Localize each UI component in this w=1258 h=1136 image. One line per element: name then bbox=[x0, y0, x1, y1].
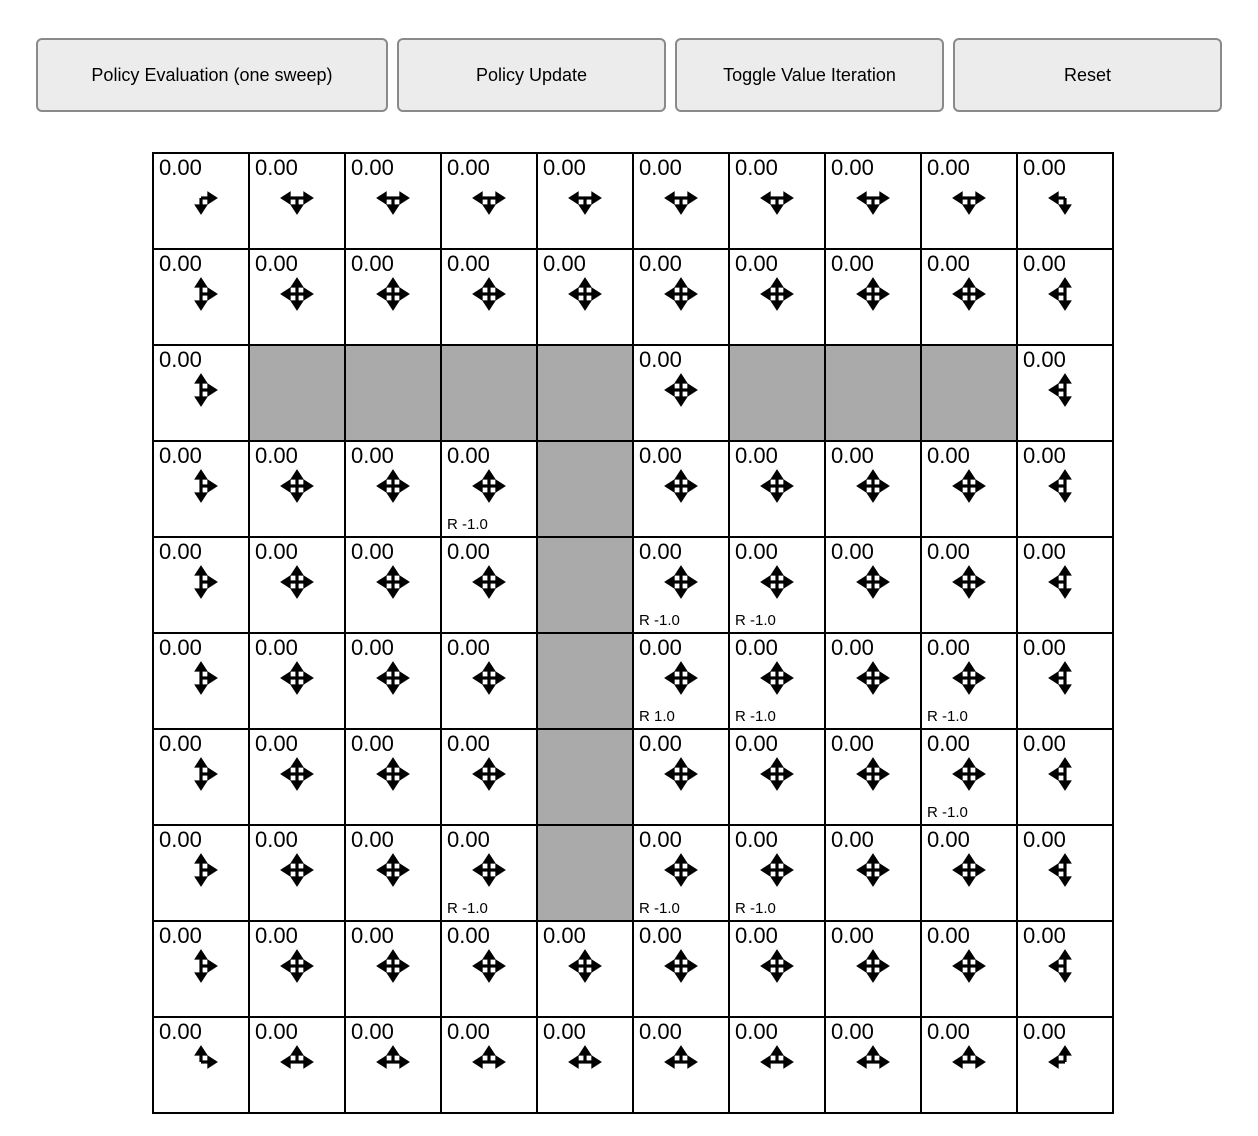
grid-cell bbox=[921, 249, 1017, 345]
state-value: 0.00 bbox=[543, 923, 586, 948]
grid-cell bbox=[441, 633, 537, 729]
grid-cell bbox=[633, 921, 729, 1017]
policy-arrows-icon bbox=[470, 1043, 508, 1081]
grid-cell bbox=[153, 153, 249, 249]
grid-cell bbox=[249, 537, 345, 633]
policy-arrows-icon bbox=[374, 275, 412, 313]
state-value: 0.00 bbox=[351, 251, 394, 276]
state-value: 0.00 bbox=[735, 923, 778, 948]
grid-cell bbox=[1017, 921, 1113, 1017]
state-value: 0.00 bbox=[351, 539, 394, 564]
grid-cell bbox=[153, 825, 249, 921]
state-value: 0.00 bbox=[735, 635, 778, 660]
policy-arrows-icon bbox=[758, 755, 796, 793]
state-value: 0.00 bbox=[255, 923, 298, 948]
state-value: 0.00 bbox=[543, 155, 586, 180]
state-value: 0.00 bbox=[255, 635, 298, 660]
state-value: 0.00 bbox=[831, 635, 874, 660]
policy-arrows-icon bbox=[758, 851, 796, 889]
policy-arrows-icon bbox=[1046, 371, 1084, 409]
state-value: 0.00 bbox=[351, 155, 394, 180]
grid-cell bbox=[729, 633, 825, 729]
grid-cell bbox=[441, 153, 537, 249]
policy-arrows-icon bbox=[854, 851, 892, 889]
grid-cell bbox=[153, 1017, 249, 1113]
wall-cell bbox=[537, 633, 633, 729]
grid-cell bbox=[537, 153, 633, 249]
grid-cell bbox=[633, 345, 729, 441]
grid-cell bbox=[249, 249, 345, 345]
grid-cell bbox=[729, 441, 825, 537]
grid-cell bbox=[633, 249, 729, 345]
policy-arrows-icon bbox=[470, 467, 508, 505]
state-value: 0.00 bbox=[927, 155, 970, 180]
policy-arrows-icon bbox=[470, 275, 508, 313]
policy-arrows-icon bbox=[182, 467, 220, 505]
state-value: 0.00 bbox=[735, 827, 778, 852]
policy-arrows-icon bbox=[374, 947, 412, 985]
grid-cell bbox=[729, 921, 825, 1017]
grid-cell bbox=[537, 921, 633, 1017]
grid-cell bbox=[1017, 825, 1113, 921]
policy-arrows-icon bbox=[374, 467, 412, 505]
state-value: 0.00 bbox=[351, 827, 394, 852]
policy-arrows-icon bbox=[758, 1043, 796, 1081]
state-value: 0.00 bbox=[159, 827, 202, 852]
policy-arrows-icon bbox=[854, 467, 892, 505]
policy-arrows-icon bbox=[662, 275, 700, 313]
policy-arrows-icon bbox=[662, 659, 700, 697]
policy-arrows-icon bbox=[950, 275, 988, 313]
policy-arrows-icon bbox=[854, 275, 892, 313]
policy-arrows-icon bbox=[278, 947, 316, 985]
policy-arrows-icon bbox=[854, 1043, 892, 1081]
state-value: 0.00 bbox=[831, 539, 874, 564]
state-value: 0.00 bbox=[255, 731, 298, 756]
state-value: 0.00 bbox=[927, 731, 970, 756]
state-value: 0.00 bbox=[543, 251, 586, 276]
state-value: 0.00 bbox=[735, 443, 778, 468]
grid-cell bbox=[1017, 633, 1113, 729]
grid-cell bbox=[441, 921, 537, 1017]
grid-cell bbox=[921, 441, 1017, 537]
policy-arrows-icon bbox=[758, 563, 796, 601]
state-value: 0.00 bbox=[735, 731, 778, 756]
policy-arrows-icon bbox=[854, 947, 892, 985]
policy-arrows-icon bbox=[1046, 851, 1084, 889]
grid-cell bbox=[249, 633, 345, 729]
policy-arrows-icon bbox=[278, 467, 316, 505]
grid-cell bbox=[441, 441, 537, 537]
policy-arrows-icon bbox=[182, 755, 220, 793]
grid-cell bbox=[921, 537, 1017, 633]
policy-arrows-icon bbox=[278, 179, 316, 217]
grid-cell bbox=[825, 633, 921, 729]
grid-cell bbox=[249, 1017, 345, 1113]
wall-cell bbox=[537, 537, 633, 633]
policy-arrows-icon bbox=[278, 851, 316, 889]
state-value: 0.00 bbox=[927, 923, 970, 948]
state-value: 0.00 bbox=[447, 443, 490, 468]
policy-arrows-icon bbox=[182, 275, 220, 313]
state-value: 0.00 bbox=[639, 443, 682, 468]
grid-cell bbox=[153, 633, 249, 729]
policy-arrows-icon bbox=[182, 1043, 220, 1081]
grid-cell bbox=[345, 153, 441, 249]
state-value: 0.00 bbox=[1023, 155, 1066, 180]
state-value: 0.00 bbox=[831, 251, 874, 276]
policy-arrows-icon bbox=[758, 659, 796, 697]
policy-arrows-icon bbox=[662, 371, 700, 409]
grid-cell bbox=[633, 537, 729, 633]
state-value: 0.00 bbox=[159, 251, 202, 276]
state-value: 0.00 bbox=[447, 251, 490, 276]
grid-cell bbox=[825, 729, 921, 825]
policy-arrows-icon bbox=[470, 563, 508, 601]
wall-cell bbox=[537, 825, 633, 921]
policy-arrows-icon bbox=[1046, 1043, 1084, 1081]
policy-arrows-icon bbox=[1046, 947, 1084, 985]
toggle-value-iteration-button[interactable]: Toggle Value Iteration bbox=[675, 38, 944, 112]
state-value: 0.00 bbox=[831, 1019, 874, 1044]
policy-arrows-icon bbox=[950, 563, 988, 601]
policy-arrows-icon bbox=[950, 179, 988, 217]
grid-cell bbox=[825, 537, 921, 633]
grid-cell bbox=[1017, 249, 1113, 345]
policy-arrows-icon bbox=[758, 275, 796, 313]
policy-arrows-icon bbox=[182, 371, 220, 409]
grid-cell bbox=[633, 633, 729, 729]
state-value: 0.00 bbox=[159, 155, 202, 180]
grid-cell bbox=[1017, 729, 1113, 825]
state-value: 0.00 bbox=[159, 539, 202, 564]
grid-cell bbox=[345, 249, 441, 345]
state-value: 0.00 bbox=[255, 539, 298, 564]
policy-arrows-icon bbox=[470, 659, 508, 697]
grid-cell bbox=[345, 921, 441, 1017]
grid-cell bbox=[729, 1017, 825, 1113]
policy-arrows-icon bbox=[854, 659, 892, 697]
state-value: 0.00 bbox=[639, 539, 682, 564]
state-value: 0.00 bbox=[831, 827, 874, 852]
state-value: 0.00 bbox=[927, 827, 970, 852]
policy-arrows-icon bbox=[182, 563, 220, 601]
grid-cell bbox=[633, 729, 729, 825]
grid-cell bbox=[825, 1017, 921, 1113]
wall-cell bbox=[921, 345, 1017, 441]
state-value: 0.00 bbox=[255, 443, 298, 468]
grid-cell bbox=[921, 921, 1017, 1017]
state-value: 0.00 bbox=[255, 155, 298, 180]
grid-cell bbox=[633, 153, 729, 249]
policy-arrows-icon bbox=[470, 851, 508, 889]
state-value: 0.00 bbox=[1023, 443, 1066, 468]
policy-arrows-icon bbox=[374, 179, 412, 217]
grid-cell bbox=[729, 537, 825, 633]
state-value: 0.00 bbox=[447, 731, 490, 756]
state-value: 0.00 bbox=[639, 155, 682, 180]
grid-cell bbox=[441, 1017, 537, 1113]
state-value: 0.00 bbox=[1023, 251, 1066, 276]
wall-cell bbox=[729, 345, 825, 441]
grid-cell bbox=[921, 1017, 1017, 1113]
gridworld bbox=[152, 152, 1114, 1114]
state-value: 0.00 bbox=[927, 251, 970, 276]
policy-arrows-icon bbox=[758, 179, 796, 217]
policy-arrows-icon bbox=[566, 1043, 604, 1081]
policy-arrows-icon bbox=[374, 659, 412, 697]
wall-cell bbox=[537, 729, 633, 825]
state-value: 0.00 bbox=[351, 731, 394, 756]
policy-arrows-icon bbox=[950, 755, 988, 793]
policy-arrows-icon bbox=[374, 755, 412, 793]
reward-label: R -1.0 bbox=[735, 900, 776, 917]
policy-arrows-icon bbox=[662, 467, 700, 505]
state-value: 0.00 bbox=[735, 539, 778, 564]
state-value: 0.00 bbox=[159, 1019, 202, 1044]
wall-cell bbox=[537, 345, 633, 441]
grid-cell bbox=[153, 921, 249, 1017]
policy-arrows-icon bbox=[758, 467, 796, 505]
reward-label: R -1.0 bbox=[927, 804, 968, 821]
state-value: 0.00 bbox=[447, 1019, 490, 1044]
state-value: 0.00 bbox=[255, 827, 298, 852]
policy-arrows-icon bbox=[662, 947, 700, 985]
grid-cell bbox=[825, 825, 921, 921]
wall-cell bbox=[441, 345, 537, 441]
grid-cell bbox=[249, 441, 345, 537]
state-value: 0.00 bbox=[447, 635, 490, 660]
policy-arrows-icon bbox=[662, 851, 700, 889]
state-value: 0.00 bbox=[159, 923, 202, 948]
state-value: 0.00 bbox=[159, 443, 202, 468]
state-value: 0.00 bbox=[351, 635, 394, 660]
state-value: 0.00 bbox=[447, 539, 490, 564]
grid-cell bbox=[729, 249, 825, 345]
policy-arrows-icon bbox=[566, 179, 604, 217]
state-value: 0.00 bbox=[639, 635, 682, 660]
policy-arrows-icon bbox=[662, 1043, 700, 1081]
state-value: 0.00 bbox=[447, 827, 490, 852]
state-value: 0.00 bbox=[639, 251, 682, 276]
grid-cell bbox=[537, 249, 633, 345]
state-value: 0.00 bbox=[927, 539, 970, 564]
grid-cell bbox=[345, 825, 441, 921]
policy-arrows-icon bbox=[278, 1043, 316, 1081]
grid-cell bbox=[633, 1017, 729, 1113]
grid-cell bbox=[729, 825, 825, 921]
reward-label: R -1.0 bbox=[735, 708, 776, 725]
policy-arrows-icon bbox=[566, 947, 604, 985]
policy-arrows-icon bbox=[854, 179, 892, 217]
state-value: 0.00 bbox=[1023, 923, 1066, 948]
grid-cell bbox=[921, 633, 1017, 729]
policy-arrows-icon bbox=[278, 563, 316, 601]
state-value: 0.00 bbox=[159, 731, 202, 756]
grid-cell bbox=[633, 441, 729, 537]
wall-cell bbox=[537, 441, 633, 537]
reward-label: R -1.0 bbox=[447, 900, 488, 917]
state-value: 0.00 bbox=[351, 443, 394, 468]
policy-evaluation-button[interactable]: Policy Evaluation (one sweep) bbox=[36, 38, 388, 112]
grid-cell bbox=[825, 249, 921, 345]
grid-cell bbox=[441, 825, 537, 921]
grid-cell bbox=[729, 729, 825, 825]
reward-label: R -1.0 bbox=[447, 516, 488, 533]
grid-cell bbox=[729, 153, 825, 249]
grid-cell bbox=[153, 249, 249, 345]
wall-cell bbox=[825, 345, 921, 441]
policy-arrows-icon bbox=[470, 755, 508, 793]
state-value: 0.00 bbox=[831, 731, 874, 756]
state-value: 0.00 bbox=[159, 347, 202, 372]
policy-arrows-icon bbox=[182, 659, 220, 697]
policy-arrows-icon bbox=[182, 179, 220, 217]
policy-arrows-icon bbox=[470, 179, 508, 217]
grid-cell bbox=[345, 537, 441, 633]
state-value: 0.00 bbox=[735, 155, 778, 180]
policy-arrows-icon bbox=[950, 851, 988, 889]
grid-cell bbox=[345, 633, 441, 729]
state-value: 0.00 bbox=[1023, 347, 1066, 372]
state-value: 0.00 bbox=[639, 731, 682, 756]
policy-arrows-icon bbox=[854, 755, 892, 793]
state-value: 0.00 bbox=[927, 1019, 970, 1044]
policy-arrows-icon bbox=[1046, 179, 1084, 217]
policy-arrows-icon bbox=[1046, 659, 1084, 697]
grid-cell bbox=[1017, 441, 1113, 537]
reward-label: R -1.0 bbox=[735, 612, 776, 629]
grid-cell bbox=[249, 825, 345, 921]
state-value: 0.00 bbox=[447, 923, 490, 948]
grid-cell bbox=[153, 345, 249, 441]
state-value: 0.00 bbox=[831, 443, 874, 468]
policy-arrows-icon bbox=[374, 1043, 412, 1081]
wall-cell bbox=[249, 345, 345, 441]
reset-button[interactable]: Reset bbox=[953, 38, 1222, 112]
policy-arrows-icon bbox=[950, 659, 988, 697]
state-value: 0.00 bbox=[1023, 827, 1066, 852]
grid-cell bbox=[345, 729, 441, 825]
policy-arrows-icon bbox=[374, 851, 412, 889]
policy-arrows-icon bbox=[662, 563, 700, 601]
state-value: 0.00 bbox=[1023, 539, 1066, 564]
policy-arrows-icon bbox=[950, 1043, 988, 1081]
policy-arrows-icon bbox=[854, 563, 892, 601]
state-value: 0.00 bbox=[831, 923, 874, 948]
grid-cell bbox=[345, 1017, 441, 1113]
state-value: 0.00 bbox=[1023, 1019, 1066, 1044]
policy-arrows-icon bbox=[1046, 467, 1084, 505]
state-value: 0.00 bbox=[639, 827, 682, 852]
grid-cell bbox=[441, 729, 537, 825]
state-value: 0.00 bbox=[447, 155, 490, 180]
toolbar bbox=[36, 38, 1222, 112]
grid-cell bbox=[825, 921, 921, 1017]
grid-cell bbox=[249, 729, 345, 825]
policy-arrows-icon bbox=[1046, 275, 1084, 313]
reward-label: R -1.0 bbox=[927, 708, 968, 725]
policy-arrows-icon bbox=[182, 851, 220, 889]
grid-cell bbox=[633, 825, 729, 921]
grid-cell bbox=[249, 153, 345, 249]
state-value: 0.00 bbox=[159, 635, 202, 660]
grid-cell bbox=[1017, 537, 1113, 633]
policy-arrows-icon bbox=[1046, 563, 1084, 601]
policy-arrows-icon bbox=[374, 563, 412, 601]
grid-cell bbox=[825, 153, 921, 249]
policy-arrows-icon bbox=[950, 947, 988, 985]
state-value: 0.00 bbox=[1023, 731, 1066, 756]
grid-cell bbox=[153, 729, 249, 825]
policy-arrows-icon bbox=[470, 947, 508, 985]
grid-cell bbox=[249, 921, 345, 1017]
state-value: 0.00 bbox=[255, 1019, 298, 1044]
state-value: 0.00 bbox=[351, 1019, 394, 1044]
grid-cell bbox=[153, 441, 249, 537]
state-value: 0.00 bbox=[927, 443, 970, 468]
policy-arrows-icon bbox=[950, 467, 988, 505]
grid-cell bbox=[921, 825, 1017, 921]
policy-arrows-icon bbox=[758, 947, 796, 985]
state-value: 0.00 bbox=[1023, 635, 1066, 660]
grid-cell bbox=[153, 537, 249, 633]
policy-arrows-icon bbox=[278, 659, 316, 697]
policy-arrows-icon bbox=[278, 275, 316, 313]
reward-label: R 1.0 bbox=[639, 708, 675, 725]
grid-cell bbox=[921, 153, 1017, 249]
grid-cell bbox=[441, 537, 537, 633]
wall-cell bbox=[345, 345, 441, 441]
policy-arrows-icon bbox=[566, 275, 604, 313]
policy-arrows-icon bbox=[278, 755, 316, 793]
grid-cell bbox=[441, 249, 537, 345]
grid-cell bbox=[537, 1017, 633, 1113]
state-value: 0.00 bbox=[831, 155, 874, 180]
reward-label: R -1.0 bbox=[639, 900, 680, 917]
state-value: 0.00 bbox=[639, 1019, 682, 1044]
policy-arrows-icon bbox=[662, 755, 700, 793]
policy-update-button[interactable]: Policy Update bbox=[397, 38, 666, 112]
grid-cell bbox=[1017, 153, 1113, 249]
policy-arrows-icon bbox=[182, 947, 220, 985]
state-value: 0.00 bbox=[735, 1019, 778, 1044]
state-value: 0.00 bbox=[255, 251, 298, 276]
policy-arrows-icon bbox=[1046, 755, 1084, 793]
grid-cell bbox=[345, 441, 441, 537]
grid-cell bbox=[1017, 345, 1113, 441]
state-value: 0.00 bbox=[639, 347, 682, 372]
state-value: 0.00 bbox=[927, 635, 970, 660]
grid-cell bbox=[825, 441, 921, 537]
state-value: 0.00 bbox=[735, 251, 778, 276]
state-value: 0.00 bbox=[639, 923, 682, 948]
grid-cell bbox=[1017, 1017, 1113, 1113]
grid-cell bbox=[921, 729, 1017, 825]
state-value: 0.00 bbox=[543, 1019, 586, 1044]
policy-arrows-icon bbox=[662, 179, 700, 217]
reward-label: R -1.0 bbox=[639, 612, 680, 629]
state-value: 0.00 bbox=[351, 923, 394, 948]
